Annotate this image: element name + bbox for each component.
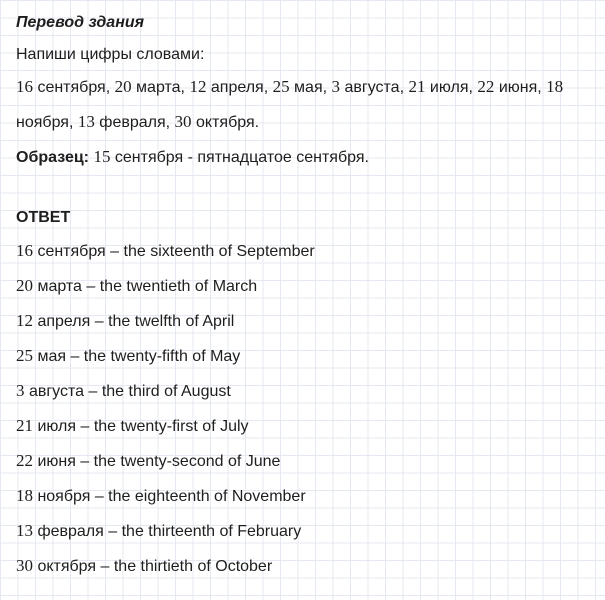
date-month: октября. [191, 114, 260, 131]
answer-number: 16 [16, 241, 33, 260]
date-month: июня, [494, 79, 547, 96]
example-label: Образец: [16, 149, 89, 166]
date-number: 3 [331, 77, 341, 96]
answer-number: 18 [16, 486, 33, 505]
answer-row [16, 346, 240, 367]
date-month: апреля, [206, 79, 273, 96]
date-number: 12 [189, 77, 207, 96]
answer-row [16, 276, 257, 297]
answer-row [16, 556, 272, 577]
answer-number: 22 [16, 451, 33, 470]
task-title: Перевод здания [16, 14, 145, 31]
answer-row [16, 451, 280, 472]
answer-text: марта – the twentieth of March [33, 278, 258, 295]
answer-number: 20 [16, 276, 33, 295]
date-number: 13 [77, 112, 95, 131]
answer-text: июня – the twenty-second of June [33, 453, 281, 470]
answer-number: 21 [16, 416, 33, 435]
answer-text: ноября – the eighteenth of November [33, 488, 306, 505]
answer-text: февраля – the thirteenth of February [33, 523, 302, 540]
date-month: ноября, [16, 114, 78, 131]
date-month: февраля, [94, 114, 175, 131]
task-instruction: Напиши цифры словами: [16, 46, 205, 63]
answer-text: июля – the twenty-first of July [33, 418, 249, 435]
date-month: августа, [340, 79, 409, 96]
date-number: 22 [477, 77, 495, 96]
answer-row [16, 416, 249, 437]
example-number: 15 [93, 147, 111, 166]
date-number: 16 [16, 77, 33, 96]
answer-row [16, 241, 315, 262]
answer-number: 13 [16, 521, 33, 540]
answer-row [16, 521, 301, 542]
answer-text: августа – the third of August [24, 383, 231, 400]
answer-number: 3 [16, 381, 25, 400]
answer-number: 25 [16, 346, 33, 365]
answer-row [16, 486, 306, 507]
answer-heading: ОТВЕТ [16, 209, 71, 226]
date-number: 18 [546, 77, 564, 96]
answer-number: 30 [16, 556, 33, 575]
date-number: 25 [272, 77, 290, 96]
date-number: 21 [408, 77, 426, 96]
answer-row [16, 381, 231, 402]
answer-row [16, 311, 234, 332]
answer-text: октября – the thirtieth of October [33, 558, 273, 575]
date-number: 20 [114, 77, 132, 96]
example-text: сентября - пятнадцатое сентября. [110, 149, 369, 166]
answer-text: апреля – the twelfth of April [33, 313, 235, 330]
answer-number: 12 [16, 311, 33, 330]
date-number: 30 [174, 112, 192, 131]
task-dates-line-2 [16, 112, 259, 133]
answer-text: мая – the twenty-fifth of May [33, 348, 241, 365]
date-month: мая, [289, 79, 332, 96]
date-month: сентября, [33, 79, 115, 96]
date-month: июля, [425, 79, 478, 96]
answer-text: сентября – the sixteenth of September [33, 243, 315, 260]
date-month: марта, [131, 79, 190, 96]
task-dates-line-1 [16, 77, 563, 98]
task-example [16, 147, 369, 168]
